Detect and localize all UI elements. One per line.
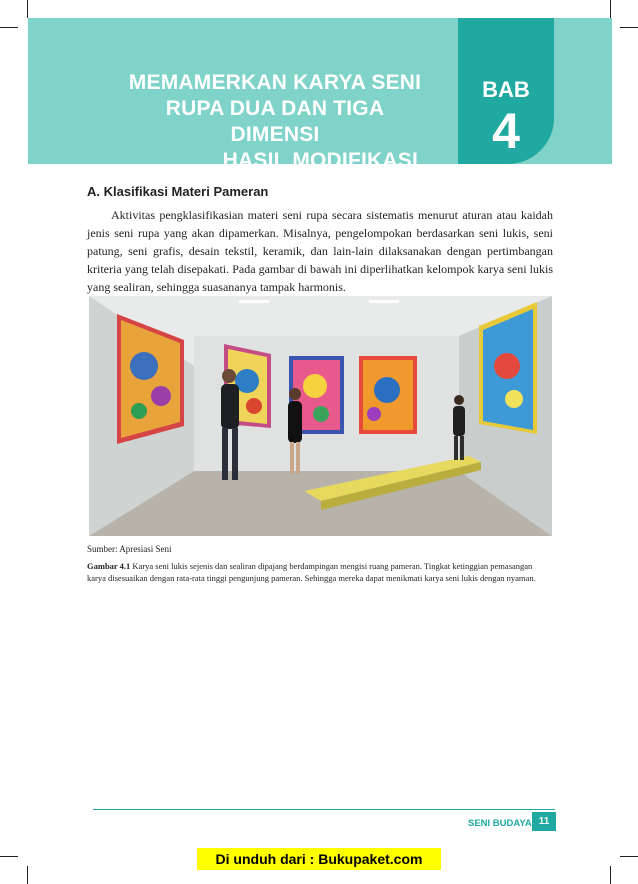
- crop-mark: [620, 856, 638, 857]
- crop-mark: [610, 0, 611, 18]
- crop-mark: [27, 866, 28, 884]
- chapter-title-line: HASIL MODIFIKASI: [222, 149, 418, 172]
- chapter-badge: [458, 18, 554, 164]
- gallery-illustration: [89, 296, 552, 536]
- chapter-title: [128, 70, 422, 174]
- section-paragraph: Aktivitas pengklasifikasian materi seni rupa secara sistematis menurut aturan atau kaidah jenis seni rupa yang akan dipamerkan. Misalnya, pengelompokan berdasarkan seni lukis, seni patung, seni grafis, desain tekstil, keramik, dan lain-lain dilaksanakan dengan pertimbangan kriteria yang telah disepakati. Pada gambar di bawah ini diperlihatkan kelompok karya seni lukis yang sealiran, sehingga suasananya tampak harmonis.: [87, 208, 553, 294]
- figure-source: Sumber: Apresiasi Seni: [87, 544, 172, 554]
- page-number: 11: [532, 812, 556, 831]
- crop-mark: [620, 27, 638, 28]
- crop-mark: [0, 27, 18, 28]
- footer-book-title: SENI BUDAYA: [468, 818, 532, 829]
- section-title: A. Klasifikasi Materi Pameran: [87, 184, 269, 199]
- chapter-badge-label: BAB: [482, 77, 530, 102]
- crop-mark: [610, 866, 611, 884]
- crop-mark: [0, 856, 18, 857]
- chapter-number: 4: [492, 103, 520, 159]
- crop-mark: [27, 0, 28, 18]
- figure-caption: [87, 560, 553, 584]
- gallery-photo: [89, 296, 552, 536]
- figure-caption-label: Gambar 4.1: [87, 561, 131, 571]
- chapter-title-line: RUPA DUA DAN TIGA DIMENSI: [165, 97, 385, 146]
- download-watermark: Di unduh dari : Bukupaket.com: [197, 848, 441, 870]
- chapter-title-line: MEMAMERKAN KARYA SENI: [128, 71, 422, 94]
- figure-caption-text: Karya seni lukis sejenis dan sealiran dipajang berdampingan mengisi ruang pameran. Tingkat ketinggian pemasangan karya disesuaikan dengan rata-rata tinggi pengunjung pameran. Sehingga mereka dapat menikmati karya seni lukis dengan nyaman.: [87, 561, 536, 583]
- footer-divider: [93, 809, 555, 810]
